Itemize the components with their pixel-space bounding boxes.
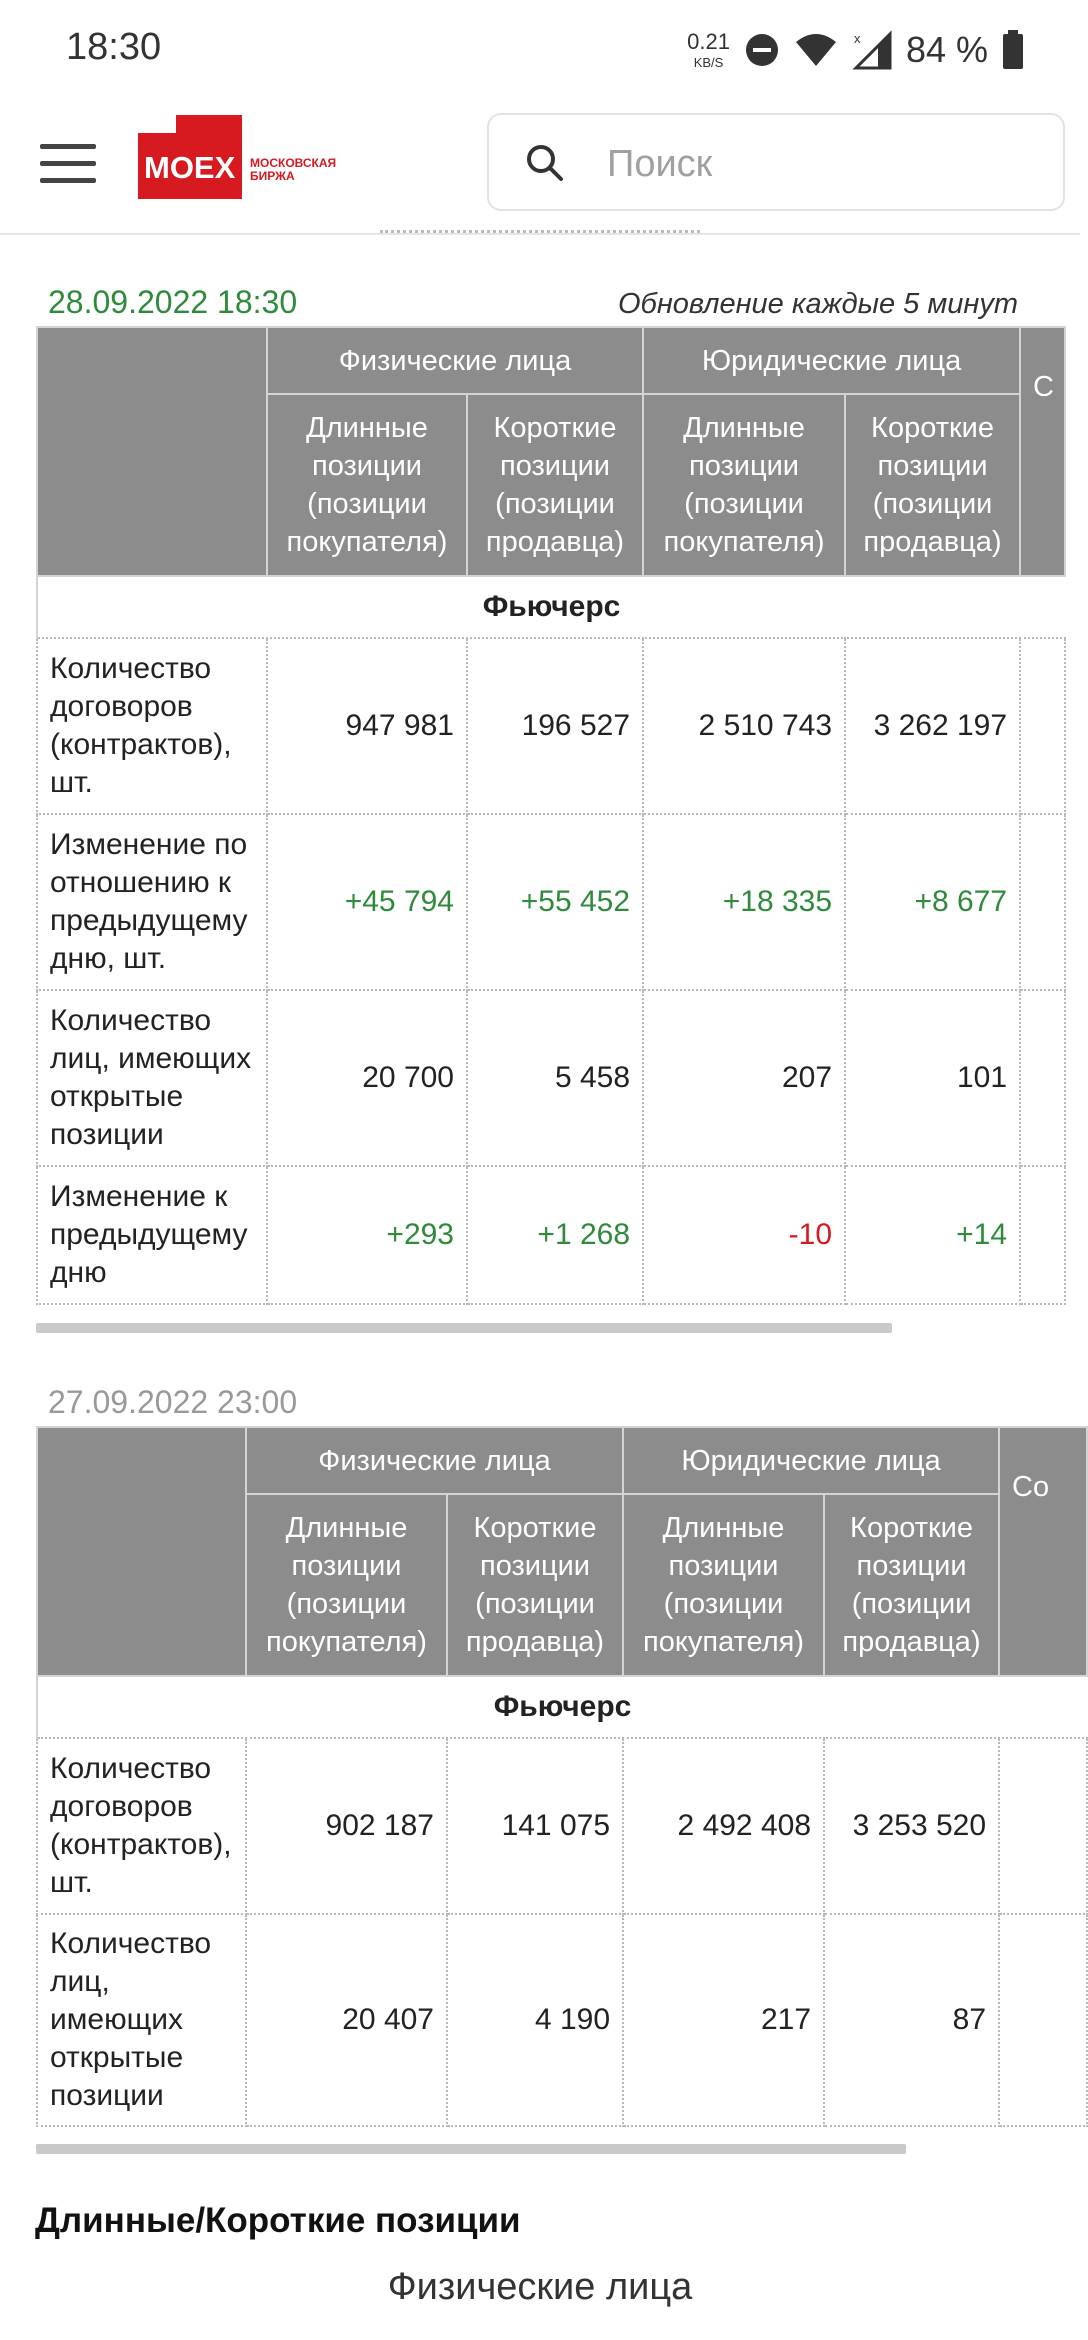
status-icons	[687, 22, 1024, 78]
table2-subheader-long: Длинные позиции (позиции покупателя)	[246, 1494, 447, 1676]
row-label: Количество лиц, имеющих открытые позиции	[37, 1914, 246, 2126]
table1-subheader-short: Короткие позиции (позиции продавца)	[845, 394, 1020, 576]
table2-section-futures: Фьючерс	[37, 1676, 1087, 1738]
net-speed	[687, 31, 730, 69]
dnd-icon	[744, 32, 780, 68]
table-row	[37, 990, 1065, 1166]
table2-subheader-long: Длинные позиции (позиции покупателя)	[623, 1494, 824, 1676]
net-speed-unit: KB/S	[693, 55, 724, 70]
table-cell: 2 510 743	[643, 638, 845, 814]
table1-group-individuals: Физические лица	[267, 327, 643, 394]
section-heading: Длинные/Короткие позиции	[35, 2201, 521, 2240]
svg-text:x: x	[853, 31, 861, 46]
table1-corner-header	[37, 327, 267, 576]
table-cell: 3 253 520	[824, 1738, 999, 1914]
clipped-content-edge	[380, 230, 700, 240]
table1-subheader-short: Короткие позиции (позиции продавца)	[467, 394, 643, 576]
table-cell: 101	[845, 990, 1020, 1166]
table1-horizontal-scrollbar[interactable]	[36, 1323, 892, 1333]
table2-subheader-short: Короткие позиции (позиции продавца)	[447, 1494, 623, 1676]
table2-viewport[interactable]	[36, 1426, 1050, 2126]
table-cell: +293	[267, 1166, 467, 1304]
table2-group-individuals: Физические лица	[246, 1427, 623, 1494]
row-label: Количество договоров (контрактов), шт.	[37, 1738, 246, 1914]
subheading: Физические лица	[387, 2266, 693, 2308]
row-label: Изменение к предыдущему дню	[37, 1166, 267, 1304]
table-cell: 20 700	[267, 990, 467, 1166]
table-cell: 196 527	[467, 638, 643, 814]
battery-level: 84 %	[905, 29, 988, 70]
table2-date: 27.09.2022 23:00	[48, 1384, 298, 1420]
table-cell: 207	[643, 990, 845, 1166]
table-cell: 20 407	[246, 1914, 447, 2126]
table-cell: 947 981	[267, 638, 467, 814]
table-cell: 902 187	[246, 1738, 447, 1914]
logo-text: MOEX	[144, 150, 236, 185]
table1-viewport[interactable]	[36, 326, 1054, 1326]
table2-group-total: Со	[999, 1427, 1087, 1676]
table2-horizontal-scrollbar[interactable]	[36, 2144, 906, 2154]
logo-subtitle: МОСКОВСКАЯ БИРЖА	[250, 156, 337, 183]
app-header	[0, 100, 1080, 235]
open-positions-current	[0, 276, 1080, 1289]
search-input[interactable]	[607, 139, 1027, 189]
table-cell: 141 075	[447, 1738, 623, 1914]
table-cell: 2 492 408	[623, 1738, 824, 1914]
table-row	[37, 638, 1065, 814]
net-speed-value: 0.21	[687, 29, 730, 54]
search-icon	[525, 143, 565, 183]
table-cell: +45 794	[267, 814, 467, 990]
wifi-icon	[794, 32, 838, 68]
table1-subheader-long: Длинные позиции (позиции покупателя)	[267, 394, 467, 576]
main-content[interactable]	[0, 236, 1080, 2340]
row-label: Количество лиц, имеющих открытые позиции	[37, 990, 267, 1166]
table-row	[37, 1914, 1087, 2126]
status-bar	[0, 0, 1080, 100]
status-time: 18:30	[66, 26, 162, 68]
table-cell: +1 268	[467, 1166, 643, 1304]
table2-subheader-short: Короткие позиции (позиции продавца)	[824, 1494, 999, 1676]
table-cell: +18 335	[643, 814, 845, 990]
table1-subheader-long: Длинные позиции (позиции покупателя)	[643, 394, 845, 576]
update-note: Обновление каждые 5 минут	[617, 288, 1018, 320]
table1	[36, 326, 1066, 1305]
table-cell: +8 677	[845, 814, 1020, 990]
table-cell: 217	[623, 1914, 824, 2126]
table-cell: 4 190	[447, 1914, 623, 2126]
table1-section-futures: Фьючерс	[37, 576, 1065, 638]
table-cell: +55 452	[467, 814, 643, 990]
table-row	[37, 1738, 1087, 1914]
menu-icon[interactable]	[40, 144, 96, 188]
row-label: Количество договоров (контрактов), шт.	[37, 638, 267, 814]
table-row	[37, 814, 1065, 990]
table-cell: 3 262 197	[845, 638, 1020, 814]
table1-group-entities: Юридические лица	[643, 327, 1020, 394]
table-cell: 87	[824, 1914, 999, 2126]
open-positions-previous	[0, 1376, 1080, 2112]
moex-logo[interactable]	[138, 133, 358, 199]
signal-icon	[852, 30, 892, 70]
table-row	[37, 1166, 1065, 1304]
table-cell: +14	[845, 1166, 1020, 1304]
table2-group-entities: Юридические лица	[623, 1427, 999, 1494]
table-cell: -10	[643, 1166, 845, 1304]
table2-corner-header	[37, 1427, 246, 1676]
row-label: Изменение по отношению к предыдущему дню, шт.	[37, 814, 267, 990]
table1-group-total: С	[1020, 327, 1065, 576]
table1-date: 28.09.2022 18:30	[48, 284, 298, 320]
table2	[36, 1426, 1088, 2127]
battery-icon	[1002, 30, 1024, 70]
table-cell: 5 458	[467, 990, 643, 1166]
search-box[interactable]	[487, 113, 1065, 211]
